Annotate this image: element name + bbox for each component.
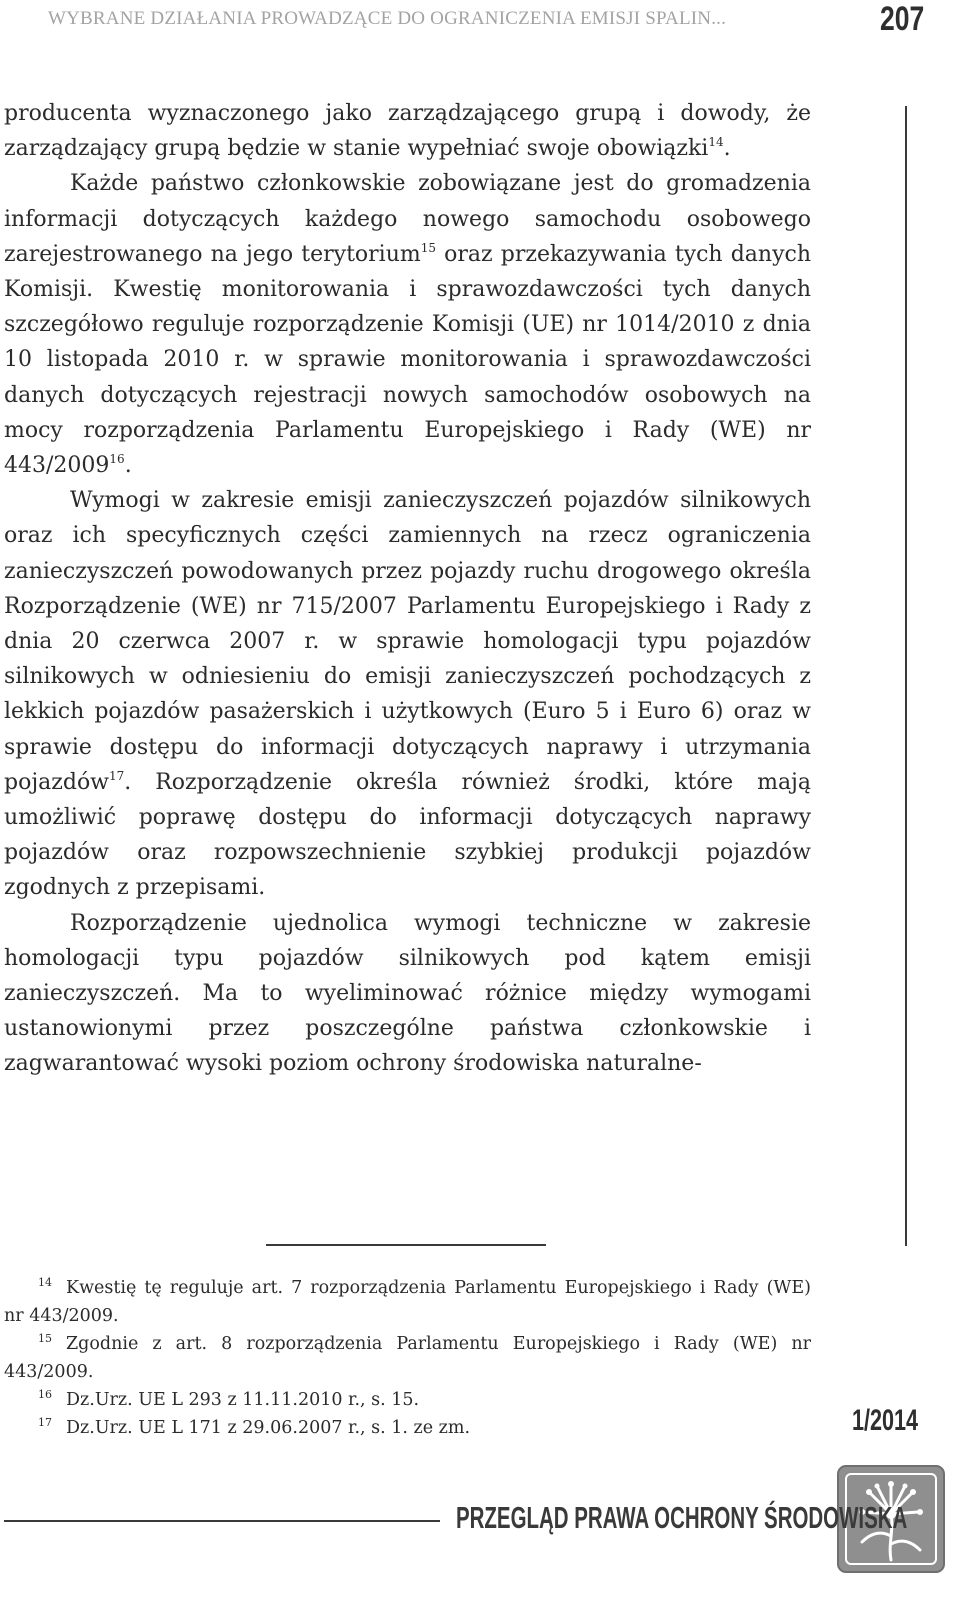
footnotes — [4, 1274, 811, 1442]
footer-rule — [4, 1520, 440, 1522]
issue-number: 1/2014 — [852, 1404, 919, 1437]
footnote-14: $^{14}$ Kwestię tę reguluje art. 7 rozporządzenia Parlamentu Europejskiego i Rady (WE) nr 443/2009. — [4, 1276, 811, 1326]
paragraph-4: Rozporządzenie ujednolica wymogi techniczne w zakresie homologacji typu pojazdów silnikowych pod kątem emisji zanieczyszczeń. Ma to wyeliminować różnice między wymogami ustanowionymi przez poszczególne państwa członkowskie i zagwarantować wysoki poziom ochrony środowiska naturalne- — [4, 910, 811, 1077]
footnote-16: $^{16}$ Dz.Urz. UE L 293 z 11.11.2010 r., s. 15. — [38, 1388, 420, 1410]
footnote-ref-16[interactable]: 16 — [109, 452, 125, 467]
main-text — [4, 96, 811, 1082]
footnote-ref-14[interactable]: 14 — [708, 135, 724, 150]
vertical-rule — [905, 106, 907, 1246]
page-number: 207 — [880, 0, 925, 38]
paragraph-2: Każde państwo członkowskie zobowiązane jest do gromadzenia informacji dotyczących każdego nowego samochodu osobowego zarejestrowanego na jego terytorium$^{15}$ oraz przekazywania tych danych Komisji. Kwestię monitorowania i sprawozdawczości tych danych szczegółowo reguluje rozporządzenie Komisji (UE) nr 1014/2010 z dnia 10 listopada 2010 r. w sprawie monitorowania i sprawozdawczości danych dotyczących rejestracji nowych samochodów osobowych na mocy rozporządzenia Parlamentu Europejskiego i Rady (WE) nr 443/2009$^{16}$. — [4, 171, 811, 479]
footnote-separator — [266, 1244, 546, 1246]
journal-name: PRZEGLĄD PRAWA OCHRONY ŚRODOWISKA — [456, 1500, 908, 1535]
footnote-ref-15[interactable]: 15 — [420, 240, 437, 255]
page-header — [0, 0, 960, 58]
running-title: WYBRANE DZIAŁANIA PROWADZĄCE DO OGRANICZENIA EMISJI SPALIN... — [48, 8, 727, 29]
paragraph-3: Wymogi w zakresie emisji zanieczyszczeń pojazdów silnikowych oraz ich specyficznych części zamiennych na rzecz ograniczenia zanieczyszczeń powodowanych przez pojazdy ruchu drogowego określa Rozporządzenie (WE) nr 715/2007 Parlamentu Europejskiego i Rady z dnia 20 czerwca 2007 r. w sprawie homologacji typu pojazdów silnikowych w odniesieniu do emisji zanieczyszczeń pochodzących z lekkich pojazdów pasażerskich i użytkowych (Euro 5 i Euro 6) oraz w sprawie dostępu do informacji dotyczących naprawy i utrzymania pojazdów$^{17}$. Rozporządzenie określa również środki, które mają umożliwić poprawę dostępu do informacji dotyczących naprawy pojazdów oraz rozpowszechnienie szybkiej produkcji pojazdów zgodnych z przepisami. — [4, 488, 811, 901]
footnote-17: $^{17}$ Dz.Urz. UE L 171 z 29.06.2007 r., s. 1. ze zm. — [38, 1416, 471, 1438]
footnote-15: $^{15}$ Zgodnie z art. 8 rozporządzenia Parlamentu Europejskiego i Rady (WE) nr 443/2009. — [4, 1332, 811, 1382]
footnote-ref-17[interactable]: 17 — [109, 768, 125, 783]
paragraph-1: producenta wyznaczonego jako zarządzającego grupą i dowody, że zarządzający grupą będzie w stanie wypełniać swoje obowiązki$^{14}$. — [4, 101, 811, 162]
